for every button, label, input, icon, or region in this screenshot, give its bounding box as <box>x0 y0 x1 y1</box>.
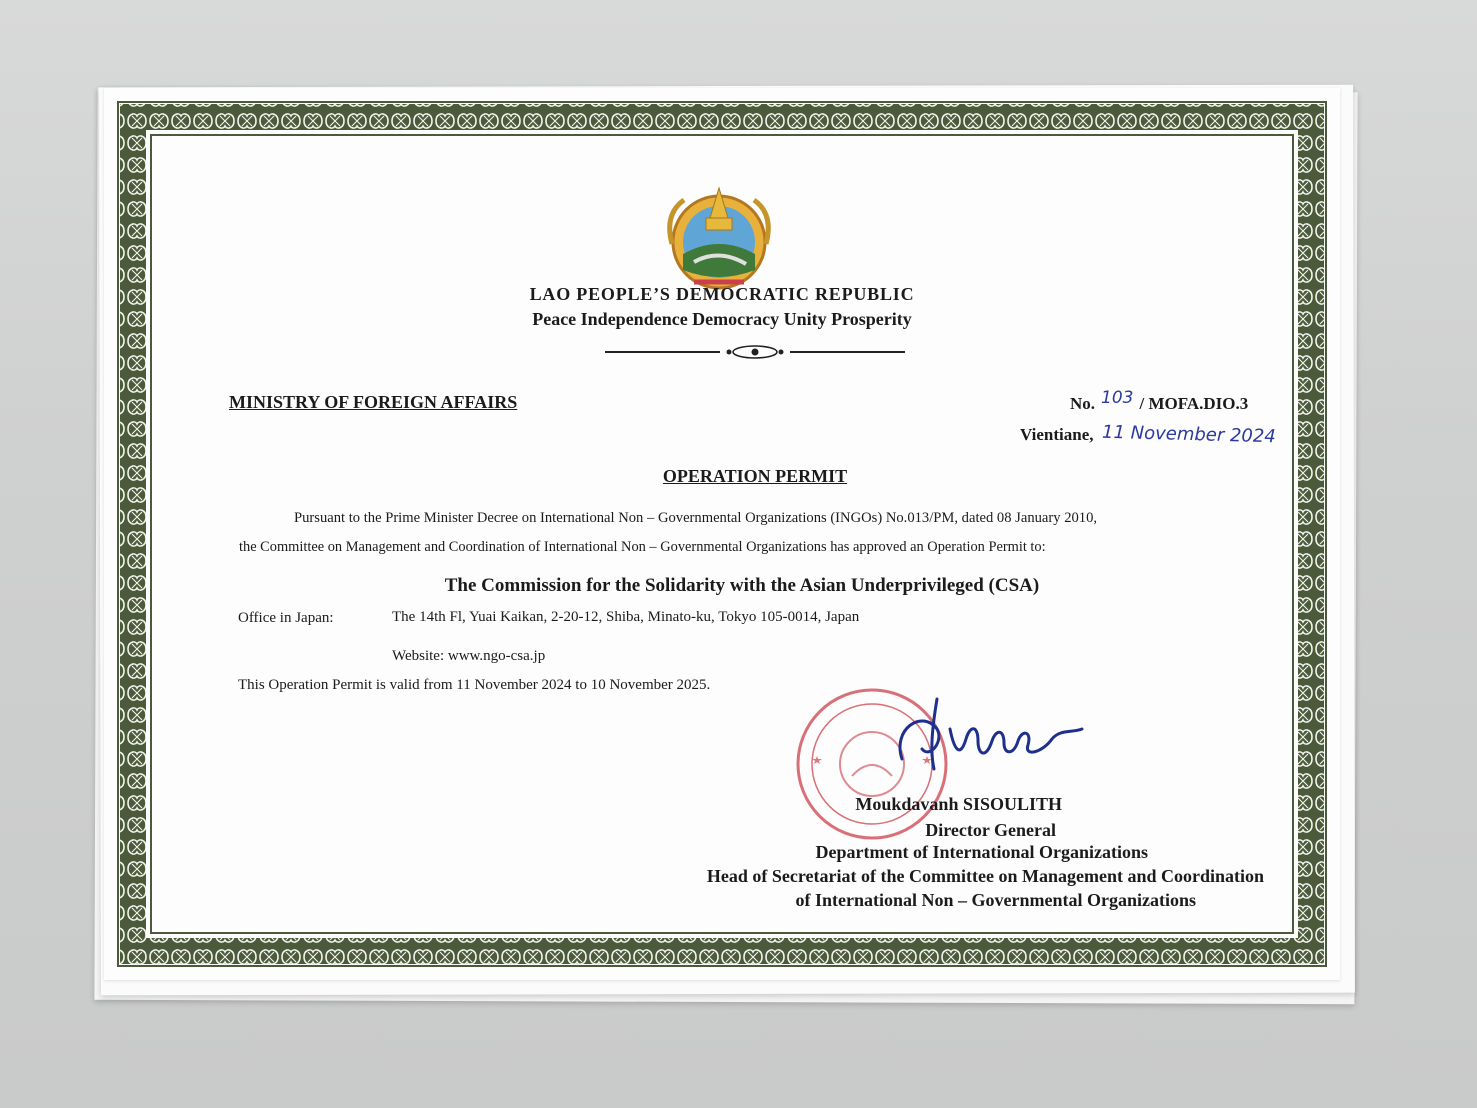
signatory-department: Department of International Organizations <box>815 842 1148 862</box>
website-line: Website: www.ngo-csa.jp <box>392 648 546 664</box>
issue-place: Vientiane, <box>1020 425 1094 444</box>
place-and-date <box>1020 421 1276 448</box>
permit-certificate <box>104 88 1340 980</box>
signatory-name: Moukdavanh SISOULITH <box>855 794 1062 814</box>
country-name: LAO PEOPLE’S DEMOCRATIC REPUBLIC <box>529 284 915 304</box>
permit-title: OPERATION PERMIT <box>662 466 848 486</box>
office-address: The 14th Fl, Yuai Kaikan, 2-20-12, Shiba, Minato-ku, Tokyo 105-0014, Japan <box>392 609 860 625</box>
signatory-role-line-1: Head of Secretariat of the Committee on Management and Coordination <box>706 866 1264 886</box>
signatory-role-line-2: of International Non – Governmental Organizations <box>795 890 1196 910</box>
handwritten-issue-date: 11 November 2024 <box>1101 421 1276 448</box>
organization-name: The Commission for the Solidarity with the Asian Underprivileged (CSA) <box>444 575 1040 596</box>
office-label: Office in Japan: <box>238 610 334 626</box>
signature-icon <box>882 689 1122 779</box>
doc-number-prefix: No. <box>1070 394 1096 413</box>
validity-statement: This Operation Permit is valid from 11 November 2024 to 10 November 2025. <box>238 677 711 693</box>
signatory-title: Director General <box>925 820 1056 840</box>
approval-paragraph: the Committee on Management and Coordination of International Non – Governmental Organizations has approved an Operation Permit to: <box>239 539 1046 555</box>
national-emblem-icon <box>654 174 784 294</box>
national-motto: Peace Independence Democracy Unity Prosperity <box>532 309 912 329</box>
handwritten-doc-number: 103 <box>1101 388 1134 408</box>
ornamental-divider <box>605 344 905 360</box>
doc-number-suffix: / MOFA.DIO.3 <box>1139 394 1249 413</box>
decree-paragraph: Pursuant to the Prime Minister Decree on International Non – Governmental Organizations (INGOs) No.013/PM, dated 08 January 2010, <box>294 510 1098 526</box>
document-number <box>1070 388 1249 414</box>
issuing-ministry: MINISTRY OF FOREIGN AFFAIRS <box>229 392 518 412</box>
